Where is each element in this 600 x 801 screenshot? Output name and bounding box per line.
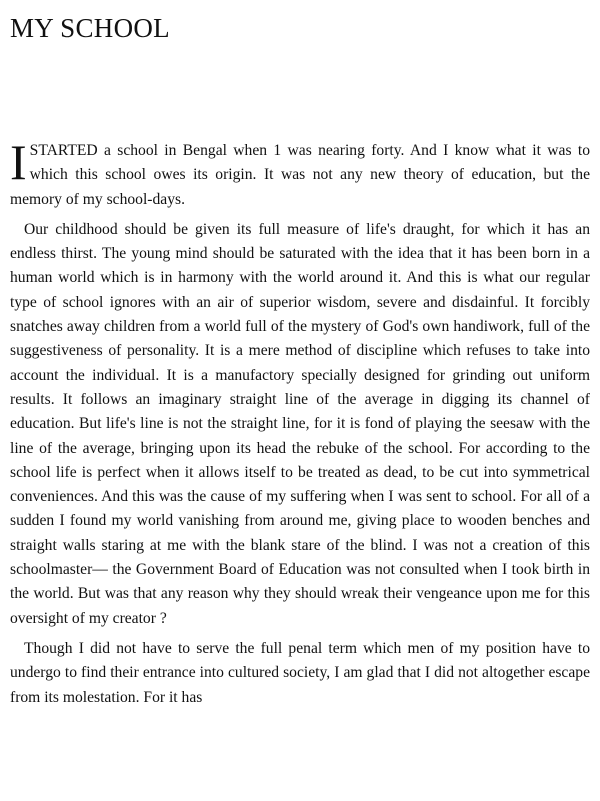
chapter-title: MY SCHOOL	[10, 13, 170, 43]
paragraph-1	[10, 134, 590, 212]
lead-word: STARTED	[29, 142, 98, 159]
paragraph-1-text: a school in Bengal when 1 was nearing forty. And I know what it was to which this school owes its origin. It was not any new theory of education, but the memory of my school-days.	[10, 142, 590, 208]
paragraph-2: Our childhood should be given its full measure of life's draught, for which it has an endless thirst. The young mind should be saturated with the idea that it has been born in a human world which is in harmony with the world around it. And this is what our regular type of school ignores with an air of superior wisdom, severe and disdainful. It forcibly snatches away children from a world full of the mystery of God's own handiwork, full of the suggestiveness of personality. It is a mere method of discipline which refuses to take into account the individual. It is a manufactory specially designed for grinding out uniform results. It follows an imaginary straight line of the average in digging its channel of education. But life's line is not the straight line, for it is fond of playing the seesaw with the line of the average, bringing upon its head the rebuke of the school. For according to the school life is perfect when it allows itself to be treated as dead, to be cut into symmetrical conveniences. And this was the cause of my suffering when I was sent to school. For all of a sudden I found my world vanishing from around me, giving place to wooden benches and straight walls staring at me with the blank stare of the blind. I was not a creation of this schoolmaster— the Government Board of Education was not consulted when I took birth in the world. But was that any reason why they should wreak their vengeance upon me for this oversight of my creator ?	[10, 220, 590, 627]
paragraph-3: Though I did not have to serve the full penal term which men of my position have to undergo to find their entrance into cultured society, I am glad that I did not altogether escape from its molestation. For it has	[10, 639, 590, 706]
chapter-body	[10, 134, 590, 710]
drop-cap: I	[10, 134, 27, 190]
